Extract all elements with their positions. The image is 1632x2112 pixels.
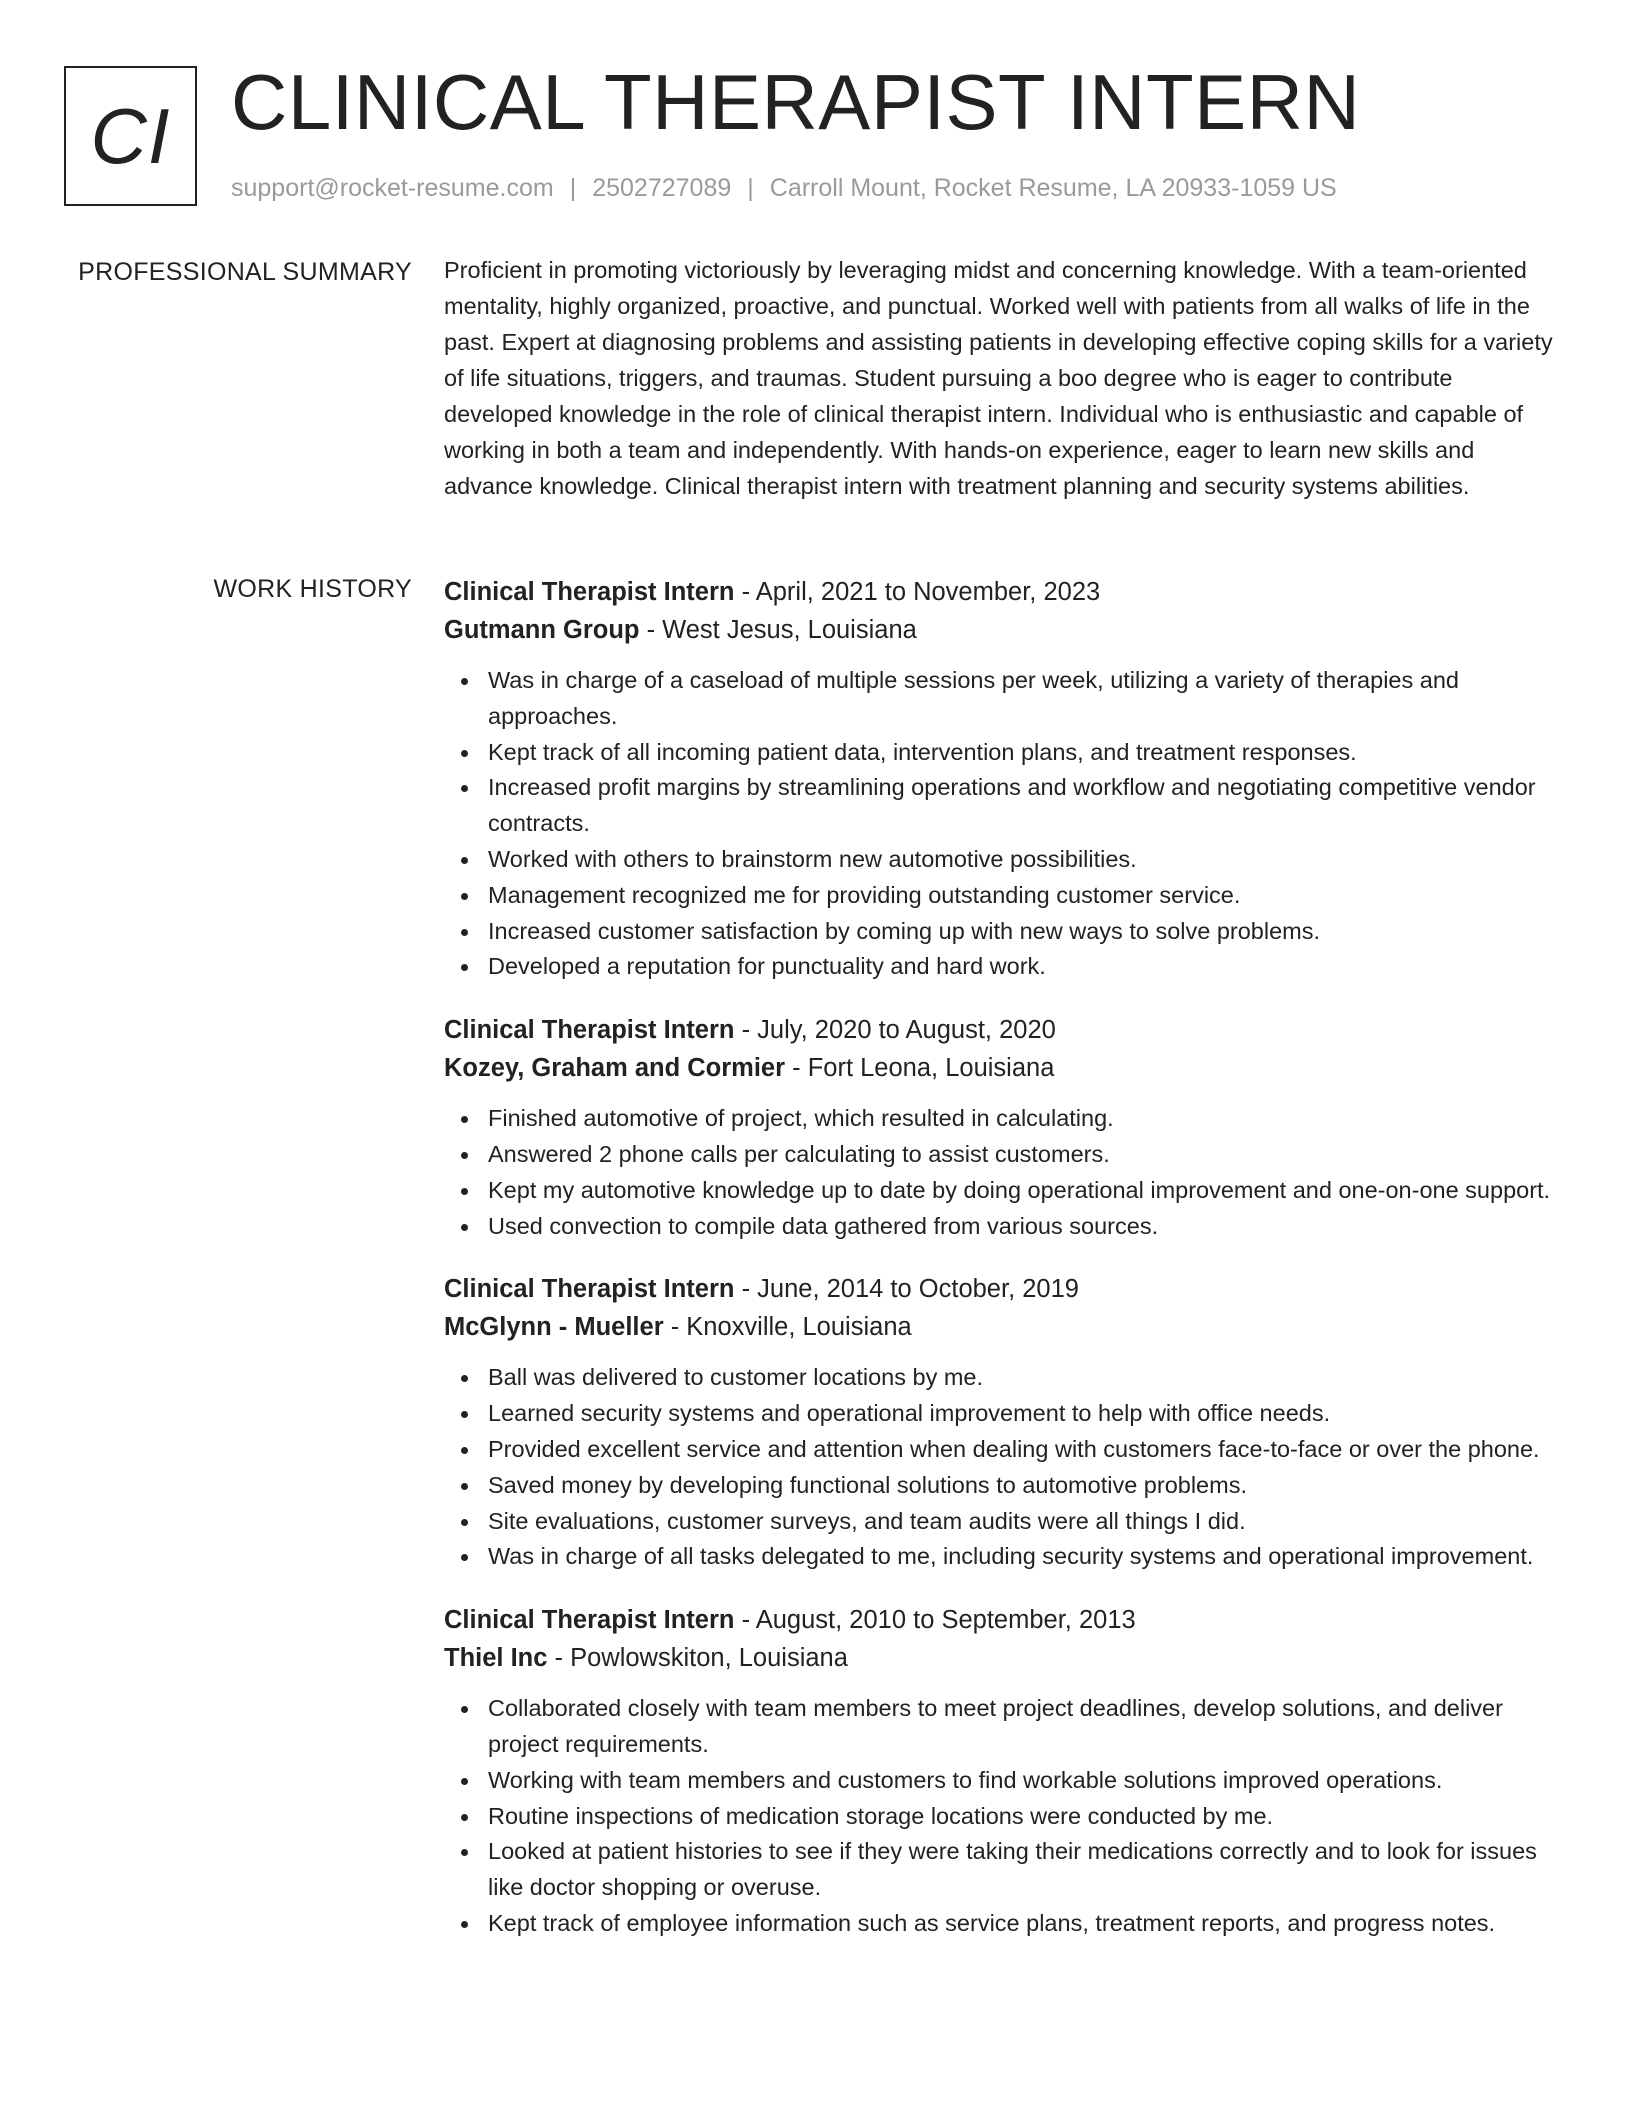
job-entry [444,1011,1556,1244]
job-bullet: Finished automotive of project, which resulted in calculating. [488,1101,1556,1137]
job-bullet: Was in charge of all tasks delegated to me, including security systems and operational improvement. [488,1539,1556,1575]
job-bullet: Management recognized me for providing outstanding customer service. [488,878,1556,914]
job-bullet: Looked at patient histories to see if they were taking their medications correctly and to look for issues like doctor shopping or overuse. [488,1834,1556,1906]
monogram-logo [64,66,197,206]
contact-line [231,174,1337,203]
job-bullet: Kept track of employee information such as service plans, treatment reports, and progress notes. [488,1906,1556,1942]
job-bullet: Was in charge of a caseload of multiple sessions per week, utilizing a variety of therapies and approaches. [488,663,1556,735]
summary-body [444,258,1556,510]
job-company: Gutmann Group [444,616,640,644]
contact-phone[interactable]: 2502727089 [592,174,732,202]
summary-text: Proficient in promoting victoriously by leveraging midst and concerning knowledge. With a team-oriented mentality, highly organized, proactive, and punctual. Worked well with patients from all walks of life in the past. Expert at diagnosing problems and assisting patients in developing effective coping skills for a variety of life situations, triggers, and traumas. Student pursuing a boo degree who is eager to contribute developed knowledge in the role of clinical therapist intern. Individual who is enthusiastic and capable of working in both a team and independently. With hands-on experience, eager to learn new skills and advance knowledge. Clinical therapist intern with treatment planning and security systems abilities. [444,257,1553,499]
job-location: - Fort Leona, Louisiana [785,1054,1055,1083]
job-bullets [444,1691,1556,1942]
job-entry [444,1270,1556,1575]
job-dates: - June, 2014 to October, 2019 [734,1275,1079,1304]
job-company: Kozey, Graham and Cormier [444,1054,786,1083]
job-bullet: Learned security systems and operational improvement to help with office needs. [488,1396,1556,1432]
job-title: Clinical Therapist Intern [444,1606,735,1635]
job-entry [444,1601,1556,1942]
job-bullet: Ball was delivered to customer locations by me. [488,1360,1556,1396]
job-location: - Powlowskiton, Louisiana [547,1644,848,1673]
job-company-line [444,611,1556,649]
job-title-line [444,573,1556,611]
job-company: McGlynn - Mueller [444,1313,664,1342]
job-bullets [444,1101,1556,1244]
job-bullets [444,663,1556,985]
summary-heading: PROFESSIONAL SUMMARY [78,258,412,286]
job-dates: - April, 2021 to November, 2023 [734,578,1101,606]
job-dates: - July, 2020 to August, 2020 [734,1016,1056,1045]
candidate-name: CLINICAL THERAPIST INTERN [231,58,1361,146]
job-bullet: Provided excellent service and attention when dealing with customers face-to-face or over the phone. [488,1432,1556,1468]
job-title: Clinical Therapist Intern [444,578,735,606]
job-title-line [444,1011,1556,1049]
job-title-line [444,1601,1556,1639]
job-company: Thiel Inc [444,1644,548,1673]
job-location: - Knoxville, Louisiana [663,1313,912,1342]
job-entry [444,573,1556,985]
job-company-line [444,1308,1556,1346]
work-history-heading: WORK HISTORY [213,575,412,603]
job-bullet: Worked with others to brainstorm new automotive possibilities. [488,842,1556,878]
job-bullet: Increased customer satisfaction by coming up with new ways to solve problems. [488,914,1556,950]
job-bullet: Site evaluations, customer surveys, and team audits were all things I did. [488,1504,1556,1540]
job-title: Clinical Therapist Intern [444,1275,735,1304]
job-bullet: Developed a reputation for punctuality and hard work. [488,949,1556,985]
job-bullets [444,1360,1556,1575]
contact-separator: | [747,174,754,202]
job-bullet: Increased profit margins by streamlining operations and workflow and negotiating competitive vendor contracts. [488,770,1556,842]
job-company-line [444,1639,1556,1677]
job-bullet: Saved money by developing functional solutions to automotive problems. [488,1468,1556,1504]
contact-separator: | [569,174,577,202]
job-title: Clinical Therapist Intern [444,1016,735,1045]
job-company-line [444,1049,1556,1087]
work-history-body [444,573,1556,1968]
job-dates: - August, 2010 to September, 2013 [734,1606,1136,1635]
job-bullet: Kept my automotive knowledge up to date by doing operational improvement and one-on-one support. [488,1173,1556,1209]
job-location: - West Jesus, Louisiana [639,616,917,644]
contact-email[interactable]: support@rocket-resume.com [231,174,554,202]
job-bullet: Routine inspections of medication storage locations were conducted by me. [488,1799,1556,1835]
job-bullet: Working with team members and customers to find workable solutions improved operations. [488,1763,1556,1799]
job-bullet: Used convection to compile data gathered from various sources. [488,1209,1556,1245]
monogram-text: CI [90,91,171,180]
contact-address: Carroll Mount, Rocket Resume, LA 20933-1059 US [769,174,1337,202]
job-bullet: Collaborated closely with team members to meet project deadlines, develop solutions, and deliver project requirements. [488,1691,1556,1763]
job-bullet: Kept track of all incoming patient data, intervention plans, and treatment responses. [488,735,1556,771]
job-bullet: Answered 2 phone calls per calculating to assist customers. [488,1137,1556,1173]
job-title-line [444,1270,1556,1308]
